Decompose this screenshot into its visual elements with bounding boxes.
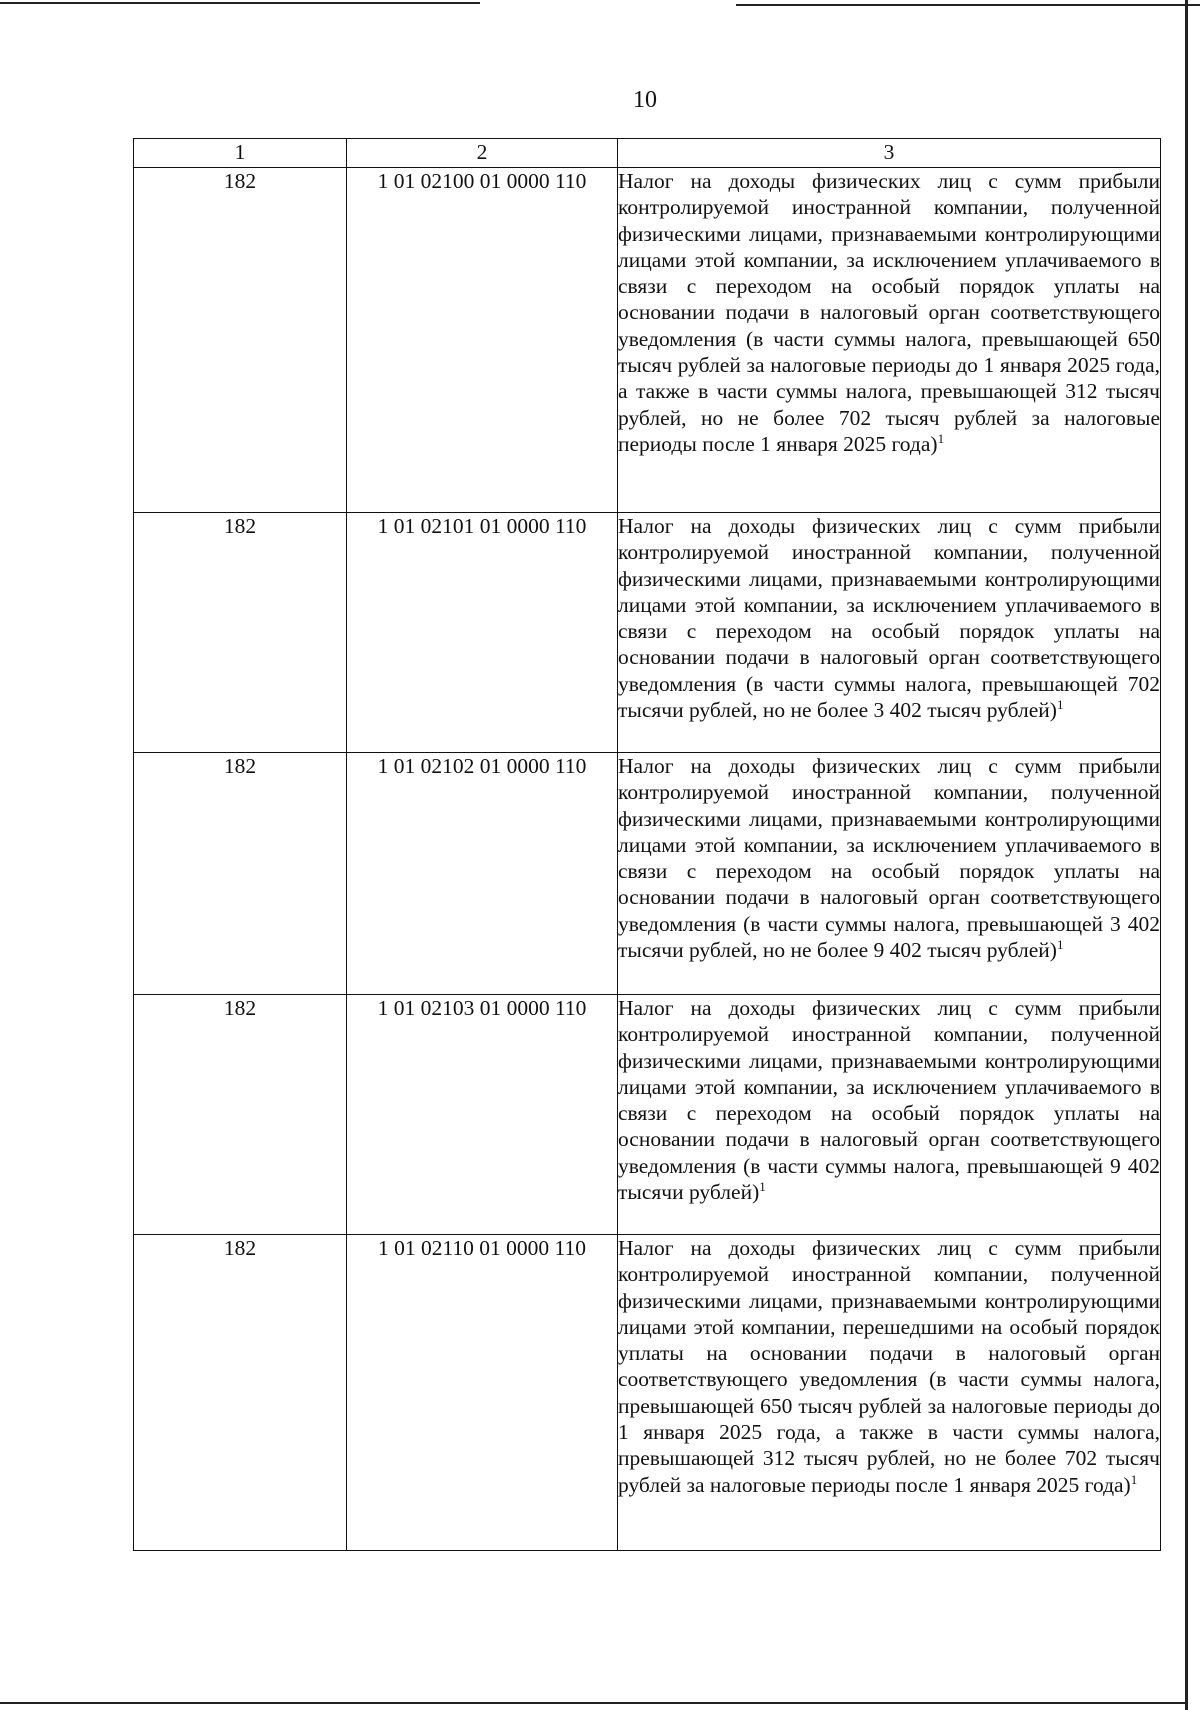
footnote-mark: 1 — [1056, 936, 1064, 952]
revenue-name — [618, 168, 1161, 513]
footnote-mark: 1 — [1130, 1471, 1138, 1487]
administrator-code: 182 — [134, 168, 347, 513]
footnote-mark: 1 — [1056, 696, 1064, 712]
revenue-name-text: Налог на доходы физических лиц с сумм прибыли контролируемой иностранной компании, полученной физическими лицами, признаваемыми контролирующими лицами этой компании, за исключением уплачиваемого в связи с переходом на особый порядок уплаты на основании подачи в налоговый орган соответствующего уведомления (в части суммы налога, превышающей 3 402 тысячи рублей, но не более 9 402 тысяч рублей) — [618, 754, 1160, 963]
revenue-name-text: Налог на доходы физических лиц с сумм прибыли контролируемой иностранной компании, полученной физическими лицами, признаваемыми контролирующими лицами этой компании, за исключением уплачиваемого в связи с переходом на особый порядок уплаты на основании подачи в налоговый орган соответствующего уведомления (в части суммы налога, превышающей 650 тысяч рублей за налоговые периоды до 1 января 2025 года, а также в части суммы налога, превышающей 312 тысяч рублей, но не более 702 тысяч рублей за налоговые периоды после 1 января 2025 года) — [618, 169, 1160, 456]
scan-edge-top — [0, 2, 480, 4]
budget-code: 1 01 02100 01 0000 110 — [347, 168, 618, 513]
column-header: 1 — [134, 139, 347, 168]
footnote-mark: 1 — [937, 430, 945, 446]
administrator-code: 182 — [134, 1235, 347, 1551]
revenue-name — [618, 753, 1161, 995]
administrator-code: 182 — [134, 513, 347, 753]
table-header-row — [134, 139, 1161, 168]
revenue-name — [618, 995, 1161, 1235]
table-row — [134, 1235, 1161, 1551]
budget-code: 1 01 02103 01 0000 110 — [347, 995, 618, 1235]
revenue-name-text: Налог на доходы физических лиц с сумм прибыли контролируемой иностранной компании, полученной физическими лицами, признаваемыми контролирующими лицами этой компании, за исключением уплачиваемого в связи с переходом на особый порядок уплаты на основании подачи в налоговый орган соответствующего уведомления (в части суммы налога, превышающей 9 402 тысячи рублей) — [618, 996, 1160, 1205]
table-row — [134, 995, 1161, 1235]
scan-edge-bottom — [0, 1702, 1188, 1704]
budget-code: 1 01 02101 01 0000 110 — [347, 513, 618, 753]
column-header: 3 — [618, 139, 1161, 168]
revenue-name-text: Налог на доходы физических лиц с сумм прибыли контролируемой иностранной компании, полученной физическими лицами, признаваемыми контролирующими лицами этой компании, за исключением уплачиваемого в связи с переходом на особый порядок уплаты на основании подачи в налоговый орган соответствующего уведомления (в части суммы налога, превышающей 702 тысячи рублей, но не более 3 402 тысяч рублей) — [618, 514, 1160, 723]
page-number: 10 — [633, 87, 657, 113]
revenue-name — [618, 513, 1161, 753]
table-row — [134, 168, 1161, 513]
revenue-name-text: Налог на доходы физических лиц с сумм прибыли контролируемой иностранной компании, полученной физическими лицами, признаваемыми контролирующими лицами этой компании, перешедшими на особый порядок уплаты на основании подачи в налоговый орган соответствующего уведомления (в части суммы налога, превышающей 650 тысяч рублей за налоговые периоды до 1 января 2025 года, а также в части суммы налога, превышающей 312 тысяч рублей, но не более 702 тысяч рублей за налоговые периоды после 1 января 2025 года) — [618, 1236, 1160, 1497]
administrator-code: 182 — [134, 753, 347, 995]
budget-classification-table — [133, 138, 1161, 1551]
budget-code: 1 01 02102 01 0000 110 — [347, 753, 618, 995]
revenue-name — [618, 1235, 1161, 1551]
budget-code: 1 01 02110 01 0000 110 — [347, 1235, 618, 1551]
scan-edge-top-right — [736, 4, 1200, 6]
table-row — [134, 513, 1161, 753]
footnote-mark: 1 — [759, 1178, 766, 1194]
scan-edge-right — [1185, 0, 1188, 1710]
administrator-code: 182 — [134, 995, 347, 1235]
table-row — [134, 753, 1161, 995]
column-header: 2 — [347, 139, 618, 168]
